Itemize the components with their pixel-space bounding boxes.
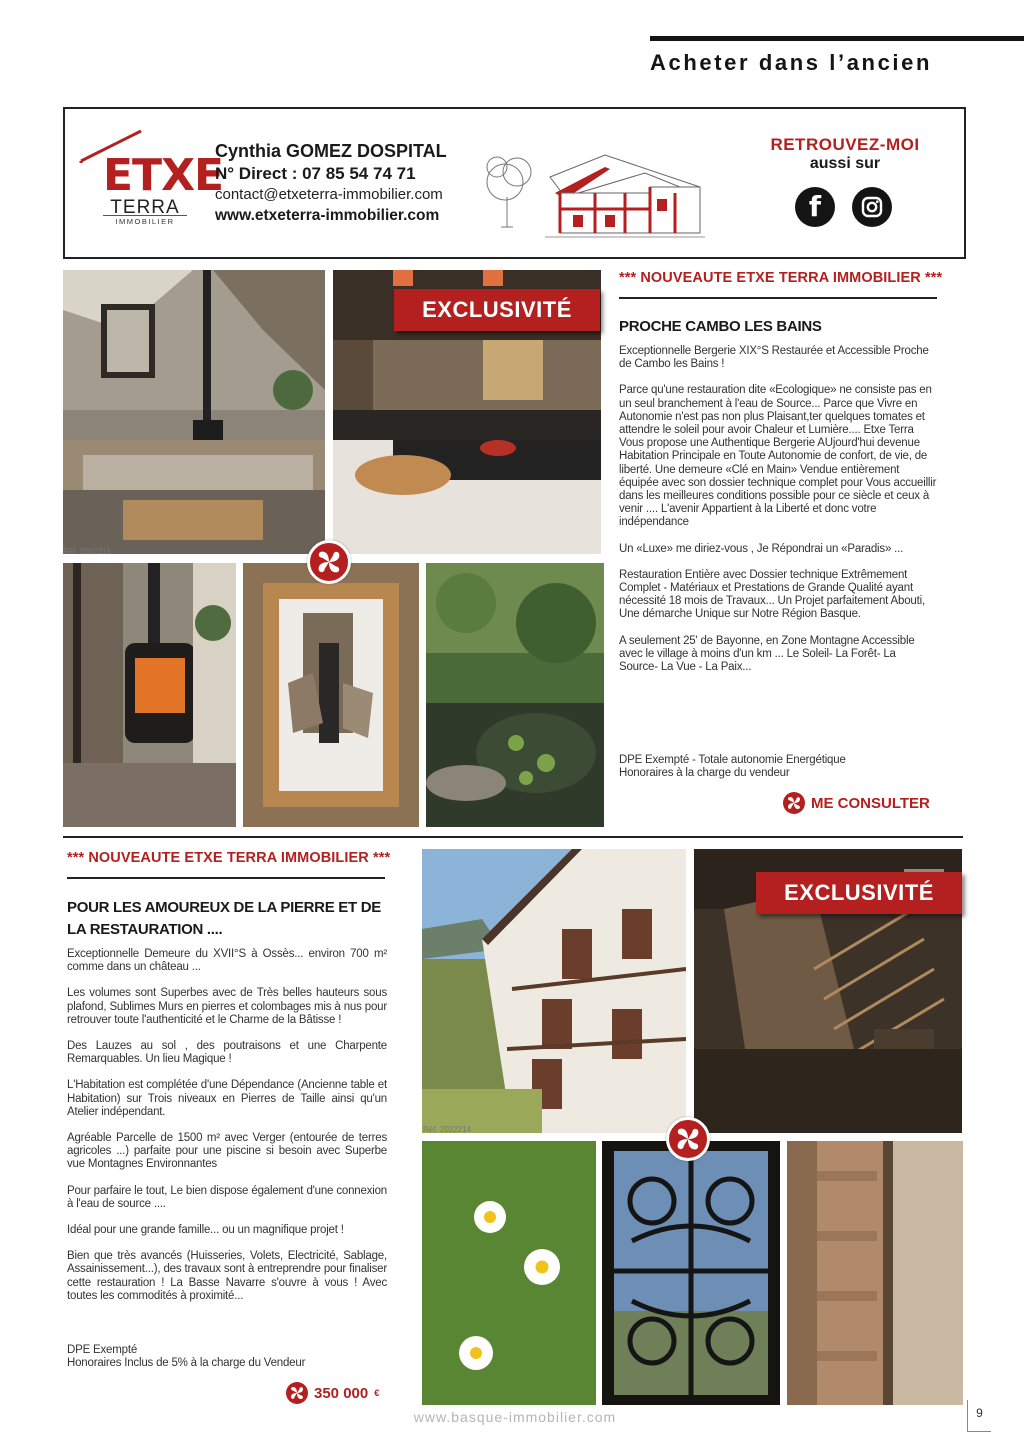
listing1-fees: Honoraires à la charge du vendeur xyxy=(619,767,790,779)
listing1-paragraph: Exceptionnelle Bergerie XIX°S Restaurée et Accessible Proche de Cambo les Bains ! xyxy=(619,345,929,371)
photo-living-room xyxy=(63,270,325,554)
listing2-paragraph: Des Lauzes au sol , des poutraisons et une Charpente Remarquables. Un lieu Magique ! xyxy=(67,1040,387,1066)
footer-website[interactable]: www.basque-immobilier.com xyxy=(413,1409,617,1425)
listing2-dpe: DPE Exempté xyxy=(67,1344,138,1356)
agent-phone[interactable]: N° Direct : 07 85 54 74 71 xyxy=(215,164,416,183)
listing2-tag: *** NOUVEAUTE ETXE TERRA IMMOBILIER *** xyxy=(67,850,391,866)
logo-sub: IMMOBILIER xyxy=(103,215,187,226)
listing2-title: POUR LES AMOUREUX DE LA PIERRE ET DE LA RESTAURATION .... xyxy=(67,899,381,938)
listing1-exclusivite-badge: EXCLUSIVITÉ xyxy=(394,289,600,331)
photo-wrought-iron-window xyxy=(602,1141,780,1405)
facebook-icon[interactable]: f xyxy=(795,187,835,227)
agent-email[interactable]: contact@etxeterra-immobilier.com xyxy=(215,186,443,203)
listing1-paragraph: Restauration Entière avec Dossier technique Extrêmement Complet - Matériaux et Prestations de Grande Qualité ayant nécessité 18 mois de Travaux... Un Projet parfaitement Abouti, Une démarche Unique sur Notre Région Basque. xyxy=(619,568,925,621)
listing1-description xyxy=(619,345,937,687)
listing2-paragraph: Les volumes sont Superbes avec de Très belles hauteurs sous plafond, Sublimes Murs en pierres et colombages mis à nus pour retrouver toute l'authenticité et le Charme de la Bâtisse ! xyxy=(67,987,387,1026)
listing2-rule xyxy=(67,877,385,879)
listing1-title: PROCHE CAMBO LES BAINS xyxy=(619,318,822,335)
listing2-exclusivite-badge: EXCLUSIVITÉ xyxy=(756,872,962,914)
logo-etxe: ETXE xyxy=(103,150,224,201)
listing1-paragraph: A seulement 25' de Bayonne, en Zone Montagne Accessible avec le village à moins d'un km ... Le Soleil- La Forêt- La Source- La Vue - La Paix... xyxy=(619,634,915,674)
lauburu-icon xyxy=(307,540,351,584)
listing2-price xyxy=(286,1382,379,1404)
listing1-tag: *** NOUVEAUTE ETXE TERRA IMMOBILIER *** xyxy=(619,270,943,286)
section-title: Acheter dans l’ancien xyxy=(650,50,933,75)
listing1-paragraph: Parce qu'une restauration dite «Ecologique» ne consiste pas en un seul branchement à l'eau de Source... Parce que Vivre en Autonomie n'est pas non plus Plaisant,ter quelques tomates et attendre le soleil pour avoir Chaleur et Lumière.... Etxe Terra Vous propose une Authentique Bergerie AUjourd'hui devenue Habitation Principale en Toute Autonomie de confort, de vie, de liberté. Une demeure «Clé en Main» Vendue entièrement équipée avec son dossier technique complet pour Vous accueillir dans les meilleures conditions possible pour ce siècle et ceux à venir .... L'avenir Appartient à la Liberté et donc votre indépendance xyxy=(619,384,937,529)
listing2-paragraph: Idéal pour une grande famille... ou un magnifique projet ! xyxy=(67,1224,344,1237)
listing2-paragraph: Exceptionnelle Demeure du XVII°S à Ossès... environ 700 m² comme dans un château ... xyxy=(67,948,387,974)
lauburu-icon xyxy=(286,1382,308,1404)
page-number: 9 xyxy=(967,1400,991,1432)
listing2-paragraph: Pour parfaire le tout, Le bien dispose également d'une connexion à l'eau de source .... xyxy=(67,1184,387,1210)
lauburu-icon xyxy=(666,1117,710,1161)
section-divider xyxy=(63,836,963,838)
me-consulter-label: ME CONSULTER xyxy=(811,794,930,812)
agent-name: Cynthia GOMEZ DOSPITAL xyxy=(215,141,447,161)
photo-garden-pond xyxy=(426,563,604,827)
aussi-label: aussi sur xyxy=(809,155,881,172)
listing1-rule xyxy=(619,297,937,299)
listing1-ref: Réf. 2022215 xyxy=(63,547,112,556)
listing1-paragraph: Un «Luxe» me diriez-vous , Je Répondrai un «Paradis» ... xyxy=(619,542,904,555)
listing2-paragraph: L'Habitation est complétée d'une Dépendance (Ancienne table et Habitation) sur Trois niveaux en Pierres de Taille ainsi qu'un Atelier indépendant. xyxy=(67,1079,387,1118)
photo-stone-niche xyxy=(243,563,419,827)
listing1-dpe: DPE Exempté - Totale autonomie Energétique xyxy=(619,754,846,766)
logo-terra: TERRA xyxy=(110,197,180,218)
agent-website[interactable]: www.etxeterra-immobilier.com xyxy=(215,207,440,224)
agent-card xyxy=(63,107,966,259)
price-currency: € xyxy=(374,1388,380,1398)
price-value: 350 000 xyxy=(314,1384,369,1402)
instagram-icon[interactable] xyxy=(852,187,892,227)
header-rule xyxy=(650,36,1024,41)
listing2-paragraph: Bien que très avancés (Huisseries, Volets, Electricité, Sablage, Assainissement...), des travaux sont à entreprendre pour finaliser cette restauration ! La Basse Navarre s'ouvre à vous ! Avec toutes les commodités à proximité... xyxy=(67,1250,387,1302)
listing2-paragraph: Agréable Parcelle de 1500 m² avec Verger (entourée de terres agricoles ...) parfaite pour une piscine si besoin avec Superbe vue Montagnes Environnantes xyxy=(67,1132,387,1171)
retrouvez-label: RETROUVEZ-MOI xyxy=(770,135,920,154)
photo-basque-house xyxy=(422,849,686,1133)
listing2-ref: Réf. 2022214 xyxy=(423,1125,472,1134)
photo-wood-stove xyxy=(63,563,236,827)
listing2-fees: Honoraires Inclus de 5% à la charge du Vendeur xyxy=(67,1357,306,1369)
lauburu-icon xyxy=(783,792,805,814)
photo-stone-wall xyxy=(787,1141,963,1405)
basque-house-sketch-icon xyxy=(485,137,710,247)
me-consulter-button[interactable] xyxy=(783,792,930,814)
photo-daisies xyxy=(422,1141,596,1405)
listing2-description xyxy=(67,948,387,1316)
